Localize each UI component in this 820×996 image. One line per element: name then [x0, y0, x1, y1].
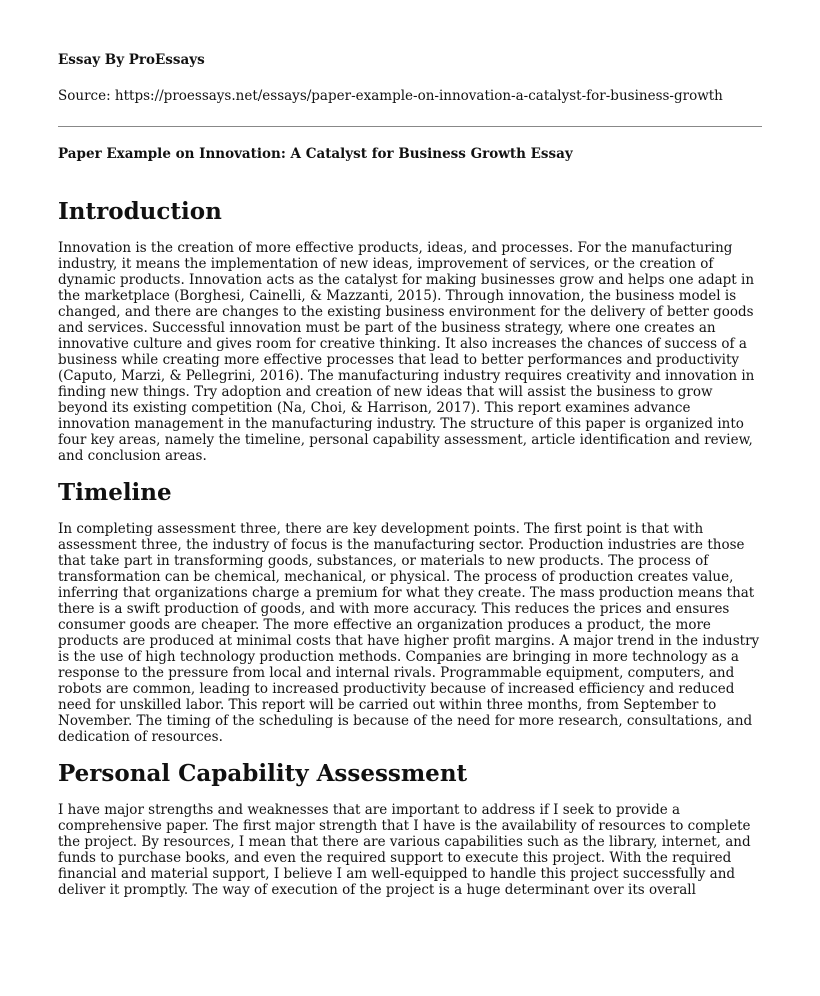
section-heading-introduction: Introduction: [58, 198, 222, 225]
section-heading-timeline: Timeline: [58, 479, 172, 506]
header-divider: [58, 126, 762, 127]
section-body-introduction: Innovation is the creation of more effective products, ideas, and processes. For the manufacturing industry, it means the implementation of new ideas, improvement of services, or the creation of dynamic products. Innovation acts as the catalyst for making businesses grow and helps one adapt in the marketplace (Borghesi, Cainelli, & Mazzanti, 2015). Through innovation, the business model is changed, and there are changes to the existing business environment for the delivery of better goods and services. Successful innovation must be part of the business strategy, where one creates an innovative culture and gives room for creative thinking. It also increases the chances of success of a business while creating more effective processes that lead to better performances and productivity (Caputo, Marzi, & Pellegrini, 2016). The manufacturing industry requires creativity and innovation in finding new things. Try adoption and creation of new ideas that will assist the business to grow beyond its existing competition (Na, Choi, & Harrison, 2017). This report examines advance innovation management in the manufacturing industry. The structure of this paper is organized into four key areas, namely the timeline, personal capability assessment, article identification and review, and conclusion areas.: [58, 240, 755, 464]
essay-title: Paper Example on Innovation: A Catalyst for Business Growth Essay: [58, 146, 573, 162]
section-heading-personal-capability-assessment: Personal Capability Assessment: [58, 760, 468, 787]
source-line: Source: https://proessays.net/essays/paper-example-on-innovation-a-catalyst-for-business-growth: [58, 88, 723, 104]
section-body-timeline: In completing assessment three, there are key development points. The first point is that with assessment three, the industry of focus is the manufacturing sector. Production industries are those that take part in transforming goods, substances, or materials to new products. The process of transformation can be chemical, mechanical, or physical. The process of production creates value, inferring that organizations charge a premium for what they create. The mass production means that there is a swift production of goods, and with more accuracy. This reduces the prices and ensures consumer goods are cheaper. The more effective an organization produces a product, the more products are produced at minimal costs that have higher profit margins. A major trend in the industry is the use of high technology production methods. Companies are bringing in more technology as a response to the pressure from local and internal rivals. Programmable equipment, computers, and robots are common, leading to increased productivity because of increased efficiency and reduced need for unskilled labor. This report will be carried out within three months, from September to November. The timing of the scheduling is because of the need for more research, consultations, and dedication of resources.: [58, 521, 760, 745]
section-body-personal-capability-assessment: I have major strengths and weaknesses that are important to address if I seek to provide a comprehensive paper. The first major strength that I have is the availability of resources to complete the project. By resources, I mean that there are various capabilities such as the library, internet, and funds to purchase books, and even the required support to execute this project. With the required financial and material support, I believe I am well-equipped to handle this project successfully and deliver it promptly. The way of execution of the project is a huge determinant over its overall: [58, 802, 751, 898]
essay-byline: Essay By ProEssays: [58, 52, 205, 68]
